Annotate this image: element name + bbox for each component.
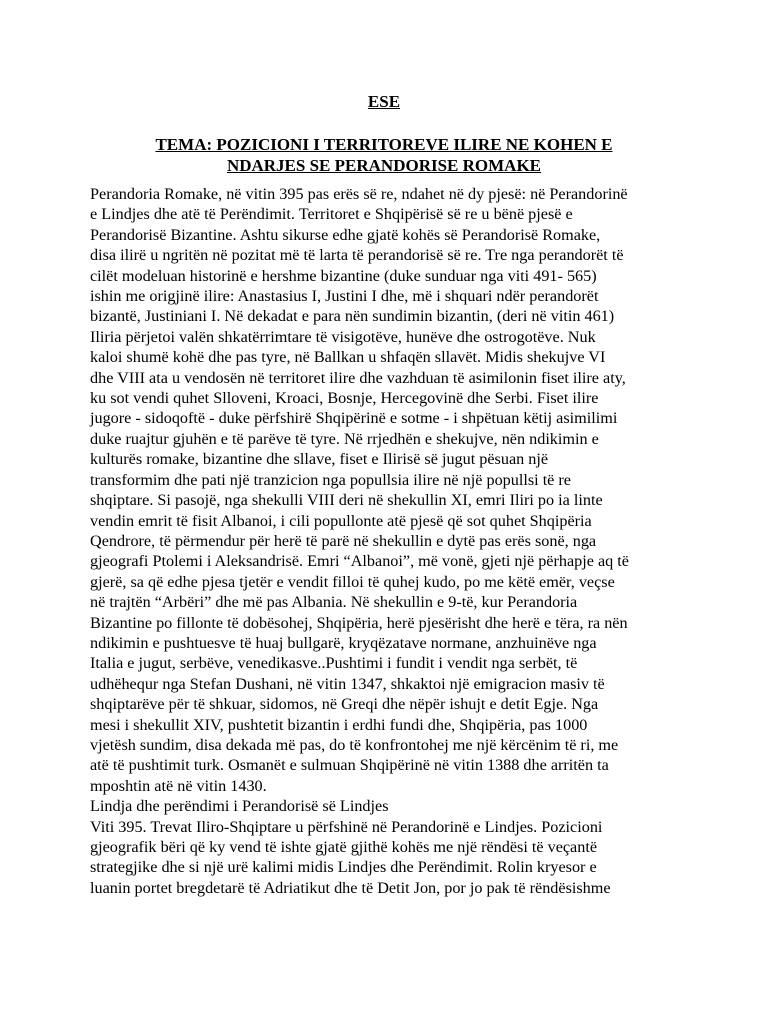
body-line: atë të pushtimit turk. Osmanët e sulmuan Shqipërinë në vitin 1388 dhe arritën ta — [90, 756, 609, 775]
body-line: mesi i shekullit XIV, pushtetit bizantin i erdhi fundi dhe, Shqipëria, pas 1000 — [90, 715, 588, 734]
essay-label: ESE — [367, 92, 401, 111]
body-line: shqiptare. Si pasojë, nga shekulli VIII deri në shekullin XI, emri Iliri po ia linte — [90, 491, 603, 510]
body-line: kulturës romake, bizantine dhe sllave, fiset e Ilirisë së jugut pësuan një — [90, 450, 549, 469]
body-line: mposhtin atë në vitin 1430. — [90, 776, 267, 795]
essay-title-line: TEMA: POZICIONI I TERRITOREVE ILIRE NE KOHEN E — [155, 135, 613, 154]
essay-title — [60, 134, 708, 176]
essay-body — [90, 184, 690, 898]
body-line: ku sot vendi quhet Slloveni, Kroaci, Bosnje, Hercegovinë dhe Serbi. Fiset ilire — [90, 389, 599, 408]
body-line: Viti 395. Trevat Iliro-Shqiptare u përfshinë në Perandorinë e Lindjes. Pozicioni — [90, 817, 603, 836]
body-line: duke ruajtur gjuhën e të parëve të tyre. Në rrjedhën e shekujve, nën ndikimin e — [90, 429, 599, 448]
essay-title-line: NDARJES SE PERANDORISE ROMAKE — [226, 156, 542, 175]
body-line: gjeografik bëri që ky vend të ishte gjatë gjithë kohës me një rëndësi të veçantë — [90, 838, 598, 856]
body-line: dhe VIII ata u vendosën në territoret ilire dhe vazhduan të asimilonin fiset ilire aty, — [90, 368, 626, 387]
body-line: transformim dhe pati një tranzicion nga popullsia ilire në një popullsi të re — [90, 470, 571, 489]
body-line: Perandorisë Bizantine. Ashtu sikurse edhe gjatë kohës së Perandorisë Romake, — [90, 225, 601, 244]
body-line: cilët modeluan historinë e hershme bizantine (duke sunduar nga viti 491- 565) — [90, 266, 597, 285]
body-line: Lindja dhe perëndimi i Perandorisë së Lindjes — [90, 797, 389, 816]
body-line: shqiptarëve për të shkuar, sidomos, në Greqi dhe nëpër ishujt e detit Egje. Nga — [90, 695, 599, 714]
body-line: ndikimin e pushtuesve të huaj bullgarë, kryqëzatave normane, anzhuinëve nga — [90, 633, 597, 652]
body-line: Perandoria Romake, në vitin 395 pas erës së re, ndahet në dy pjesë: në Perandorinë — [90, 185, 628, 203]
body-line: gjerë, sa që edhe pjesa tjetër e vendit filloi të quhej kudo, po me këtë emër, veçse — [90, 572, 615, 591]
body-line: Qendrore, të përmendur për herë të parë në shekullin e dytë pas erës sonë, nga — [90, 531, 597, 550]
body-line: Iliria përjetoi valën shkatërrimtare të visigotëve, hunëve dhe ostrogotëve. Nuk — [90, 327, 596, 346]
body-line: strategjike dhe si një urë kalimi midis Lindjes dhe Perëndimit. Rolin kryesor e — [90, 858, 597, 877]
body-line: e Lindjes dhe atë të Perëndimit. Territoret e Shqipërisë së re u bënë pjesë e — [90, 205, 573, 224]
body-line: ishin me origjinë ilire: Anastasius I, Justini I dhe, më i shquari ndër perandorët — [90, 287, 599, 306]
body-line: Bizantine po fillonte të dobësohej, Shqipëria, herë pjesërisht dhe herë e tëra, ra nën — [90, 613, 628, 632]
body-line: luanin portet bregdetarë të Adriatikut dhe të Detit Jon, por jo pak të rëndësishme — [90, 878, 611, 897]
body-line: disa ilirë u ngritën në pozitat më të larta të perandorisë së re. Tre nga perandorët të — [90, 246, 624, 265]
body-line: jugore - sidoqoftë - duke përfshirë Shqipërinë e sotme - i shpëtuan këtij asimilimi — [90, 409, 618, 428]
body-line: Italia e jugut, serbëve, venedikasve..Pushtimi i fundit i vendit nga serbët, të — [90, 654, 578, 673]
body-line: bizantë, Justiniani I. Në dekadat e para nën sundimin bizantin, (deri në vitin 461) — [90, 307, 615, 326]
body-line: gjeografi Ptolemi i Aleksandrisë. Emri “Albanoi”, më vonë, gjeti një përhapje aq të — [90, 552, 629, 571]
body-line: kaloi shumë kohë dhe pas tyre, në Ballkan u shfaqën sllavët. Midis shekujve VI — [90, 348, 606, 367]
body-line: udhëhequr nga Stefan Dushani, në vitin 1347, shkaktoi një emigracion masiv të — [90, 674, 605, 693]
body-line: vendin emrit të fisit Albanoi, i cili popullonte atë pjesë që sot quhet Shqipëria — [90, 511, 592, 530]
body-line: vjetësh sundim, disa dekada më pas, do të konfrontohej me një kërcënim të ri, me — [90, 735, 619, 754]
body-line: në trajtën “Arbëri” dhe më pas Albania. Në shekullin e 9-të, kur Perandoria — [90, 593, 578, 612]
